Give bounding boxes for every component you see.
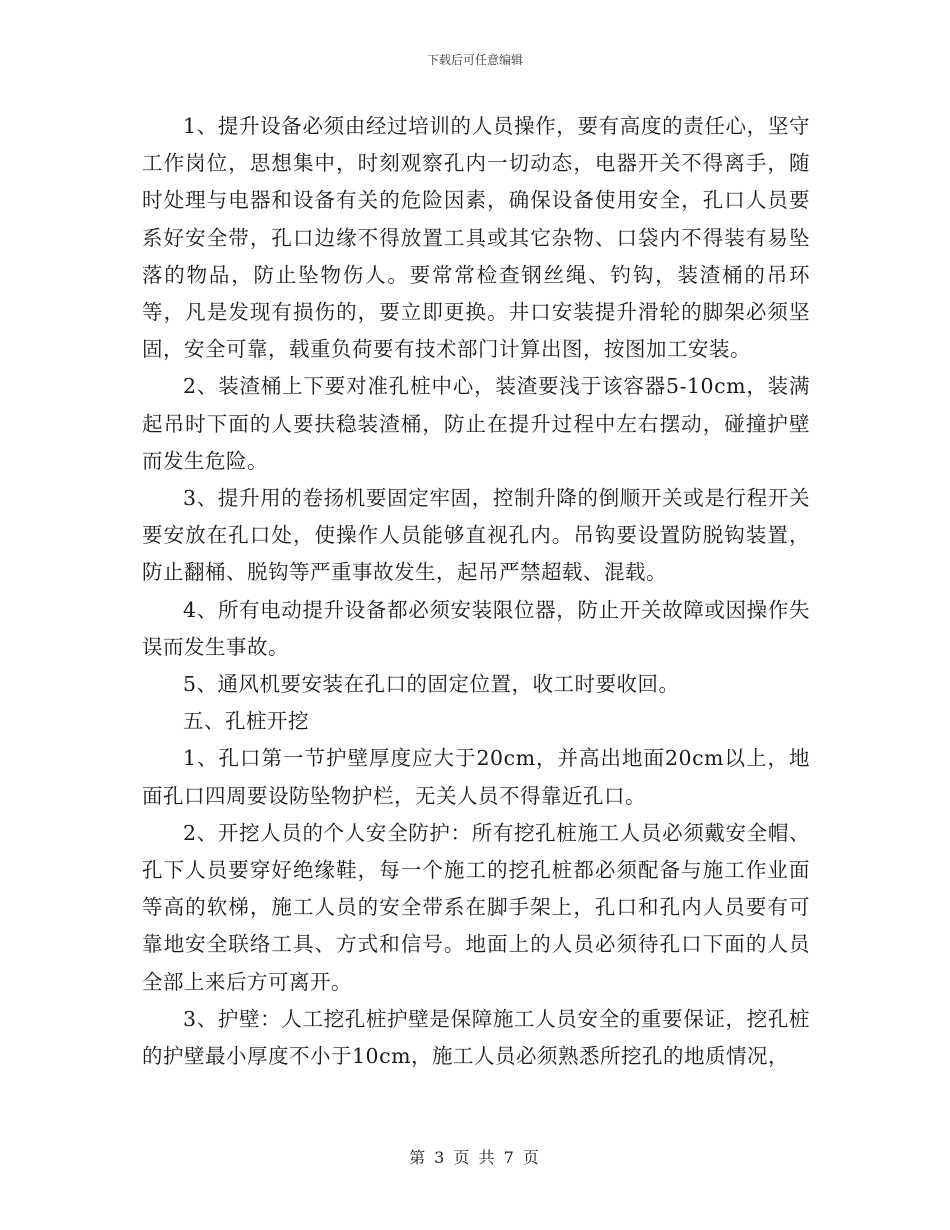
section-heading-excavation: 五、孔桩开挖 [183,709,309,734]
paragraph-limit-switch: 4、所有电动提升设备都必须安装限位器，防止开关故障或因操作失误而发生事故。 [142,597,810,659]
paragraph-ventilator: 5、通风机要安装在孔口的固定位置，收工时要收回。 [183,672,680,697]
paragraph-bucket-alignment: 2、装渣桶上下要对准孔桩中心，装渣要浅于该容器5-10cm，装满起吊时下面的人要扶稳装渣桶，防止在提升过程中左右摆动，碰撞护壁而发生危险。 [142,374,810,473]
paragraph-personal-protection: 2、开挖人员的个人安全防护：所有挖孔桩施工人员必须戴安全帽、孔下人员要穿好绝缘鞋，每一个施工的挖孔桩都必须配备与施工作业面等高的软梯，施工人员的安全带系在脚手架上，孔口和孔内人员要有可靠地安全联络工具、方式和信号。地面上的人员必须待孔口下面的人员全部上来后方可离开。 [142,820,810,994]
document-body [142,108,810,1075]
paragraph-first-wall: 1、孔口第一节护壁厚度应大于20cm，并高出地面20cm以上，地面孔口四周要设防坠物护栏，无关人员不得靠近孔口。 [142,746,810,808]
paragraph-retaining-wall: 3、护壁：人工挖孔桩护壁是保障施工人员安全的重要保证，挖孔桩的护壁最小厚度不小于10cm，施工人员必须熟悉所挖孔的地质情况， [142,1006,810,1069]
paragraph-winch-fixing: 3、提升用的卷扬机要固定牢固，控制升降的倒顺开关或是行程开关要安放在孔口处，使操作人员能够直视孔内。吊钩要设置防脱钩装置，防止翻桶、脱钩等严重事故发生，起吊严禁超载、混载。 [142,486,810,585]
paragraph-hoist-operator: 1、提升设备必须由经过培训的人员操作，要有高度的责任心，坚守工作岗位，思想集中，时刻观察孔内一切动态，电器开关不得离手，随时处理与电器和设备有关的危险因素，确保设备使用安全，孔口人员要系好安全带，孔口边缘不得放置工具或其它杂物、口袋内不得装有易坠落的物品，防止坠物伤人。要常常检查钢丝绳、钓钩，装渣桶的吊环等，凡是发现有损伤的，要立即更换。井口安装提升滑轮的脚架必须坚固，安全可靠，载重负荷要有技术部门计算出图，按图加工安装。 [142,114,810,362]
page-header: 下载后可任意编辑 [426,53,523,67]
page-number-footer: 第 3 页 共 7 页 [409,1148,541,1167]
